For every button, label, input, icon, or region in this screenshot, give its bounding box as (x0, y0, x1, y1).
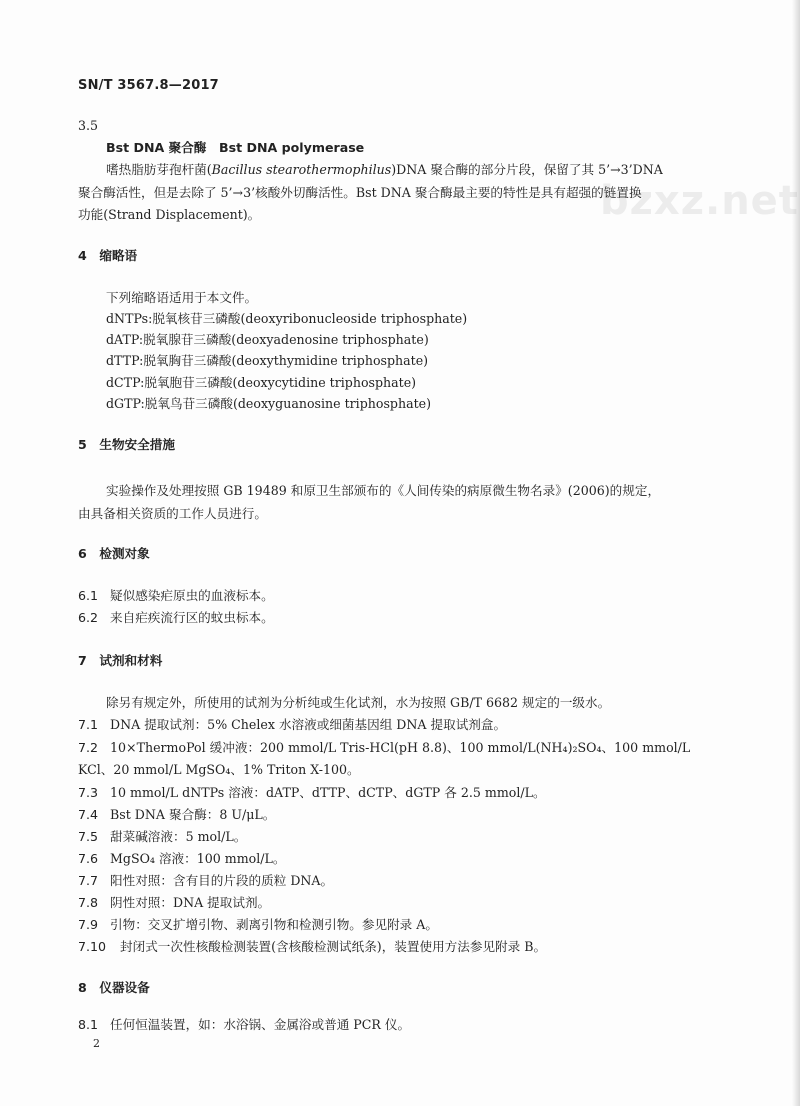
clause-number: 7.7 (78, 873, 99, 888)
clause-7-8 (78, 895, 270, 911)
section-4-intro: 下列缩略语适用于本文件。 (106, 290, 258, 305)
clause-number: 7.4 (78, 807, 99, 822)
clause-6-1 (78, 588, 274, 604)
clause-number: 7.8 (78, 895, 99, 910)
clause-3-5-line-3: 功能(Strand Displacement)。 (78, 207, 261, 222)
clause-3-5-number: 3.5 (78, 118, 99, 133)
section-5-line-2: 由具备相关资质的工作人员进行。 (78, 506, 267, 521)
clause-number: 7.10 (78, 939, 107, 954)
clause-text: 10×ThermoPol 缓冲液：200 mmol/L Tris-HCl(pH 8.8)、100 mmol/L(NH₄)₂SO₄、100 mmol/L (110, 740, 691, 755)
abbreviation-item: dCTP:脱氧胞苷三磷酸(deoxycytidine triphosphate) (106, 375, 417, 390)
clause-number: 7.3 (78, 785, 99, 800)
clause-text: 10 mmol/L dNTPs 溶液：dATP、dTTP、dCTP、dGTP 各 2.5 mmol/L。 (110, 785, 546, 800)
clause-text: 引物：交叉扩增引物、剥离引物和检测引物。参见附录 A。 (110, 917, 438, 932)
clause-7-2 (78, 740, 690, 756)
section-6-heading: 6 检测对象 (78, 546, 150, 561)
clause-3-5-term: Bst DNA 聚合酶 Bst DNA polymerase (106, 140, 365, 155)
clause-text: DNA 提取试剂：5% Chelex 水溶液或细菌基因组 DNA 提取试剂盒。 (110, 717, 507, 732)
clause-text: 任何恒温装置，如：水浴锅、金属浴或普通 PCR 仪。 (110, 1017, 411, 1032)
clause-7-6 (78, 851, 285, 867)
section-5-heading: 5 生物安全措施 (78, 437, 175, 452)
abbreviation-item: dTTP:脱氧胸苷三磷酸(deoxythymidine triphosphate) (106, 353, 429, 368)
clause-7-4 (78, 807, 275, 823)
clause-7-1 (78, 717, 506, 733)
clause-text: 疑似感染疟原虫的血液标本。 (110, 588, 274, 603)
clause-text: Bst DNA 聚合酶：8 U/μL。 (110, 807, 276, 822)
clause-3-5-line-2: 聚合酶活性，但是去除了 5’→3’核酸外切酶活性。Bst DNA 聚合酶最主要的特性是具有超强的链置换 (78, 185, 642, 200)
clause-number: 7.2 (78, 740, 99, 755)
clause-7-5 (78, 829, 246, 845)
clause-number: 6.1 (78, 588, 99, 603)
clause-number: 7.5 (78, 829, 99, 844)
section-4-heading: 4 缩略语 (78, 248, 138, 263)
section-5-line-1: 实验操作及处理按照 GB 19489 和原卫生部颁布的《人间传染的病原微生物名录》(2006)的规定， (106, 483, 661, 498)
clause-7-9 (78, 917, 438, 933)
clause-text: 阴性对照：DNA 提取试剂。 (110, 895, 271, 910)
clause-text: MgSO₄ 溶液：100 mmol/L。 (110, 851, 286, 866)
clause-text: 来自疟疾流行区的蚊虫标本。 (110, 610, 274, 625)
clause-number: 7.9 (78, 917, 99, 932)
clause-number: 7.6 (78, 851, 99, 866)
clause-8-1 (78, 1017, 410, 1033)
section-8-heading: 8 仪器设备 (78, 980, 150, 995)
abbreviation-item: dATP:脱氧腺苷三磷酸(deoxyadenosine triphosphate) (106, 332, 429, 347)
clause-text: 甜菜碱溶液：5 mol/L。 (110, 829, 247, 844)
scan-edge-shadow (792, 0, 800, 1106)
watermark: bzxz.net (600, 178, 799, 224)
clause-6-2 (78, 610, 274, 626)
clause-3-5-line-1 (106, 162, 663, 178)
clause-7-2-continued: KCl、20 mmol/L MgSO₄、1% Triton X-100。 (78, 762, 360, 777)
clause-3-5-line-1-pre: 嗜热脂肪芽孢杆菌( (106, 162, 212, 177)
clause-text: 封闭式一次性核酸检测装置(含核酸检测试纸条)，装置使用方法参见附录 B。 (120, 939, 547, 954)
clause-number: 8.1 (78, 1017, 99, 1032)
clause-number: 7.1 (78, 717, 99, 732)
clause-text: 阳性对照：含有目的片段的质粒 DNA。 (110, 873, 334, 888)
abbreviation-item: dNTPs:脱氧核苷三磷酸(deoxyribonucleoside triphosphate) (106, 311, 468, 326)
abbreviation-item: dGTP:脱氧鸟苷三磷酸(deoxyguanosine triphosphate) (106, 396, 432, 411)
clause-3-5-line-1-post: )DNA 聚合酶的部分片段，保留了其 5’→3’DNA (391, 162, 663, 177)
clause-7-7 (78, 873, 333, 889)
species-name: Bacillus stearothermophilus (211, 162, 392, 177)
page-number: 2 (93, 1037, 100, 1050)
section-7-intro: 除另有规定外，所使用的试剂为分析纯或生化试剂，水为按照 GB/T 6682 规定的一级水。 (106, 695, 611, 710)
standard-number-header: SN/T 3567.8—2017 (78, 78, 219, 93)
clause-7-3 (78, 785, 546, 801)
clause-number: 6.2 (78, 610, 99, 625)
clause-7-10 (78, 939, 546, 955)
section-7-heading: 7 试剂和材料 (78, 653, 163, 668)
